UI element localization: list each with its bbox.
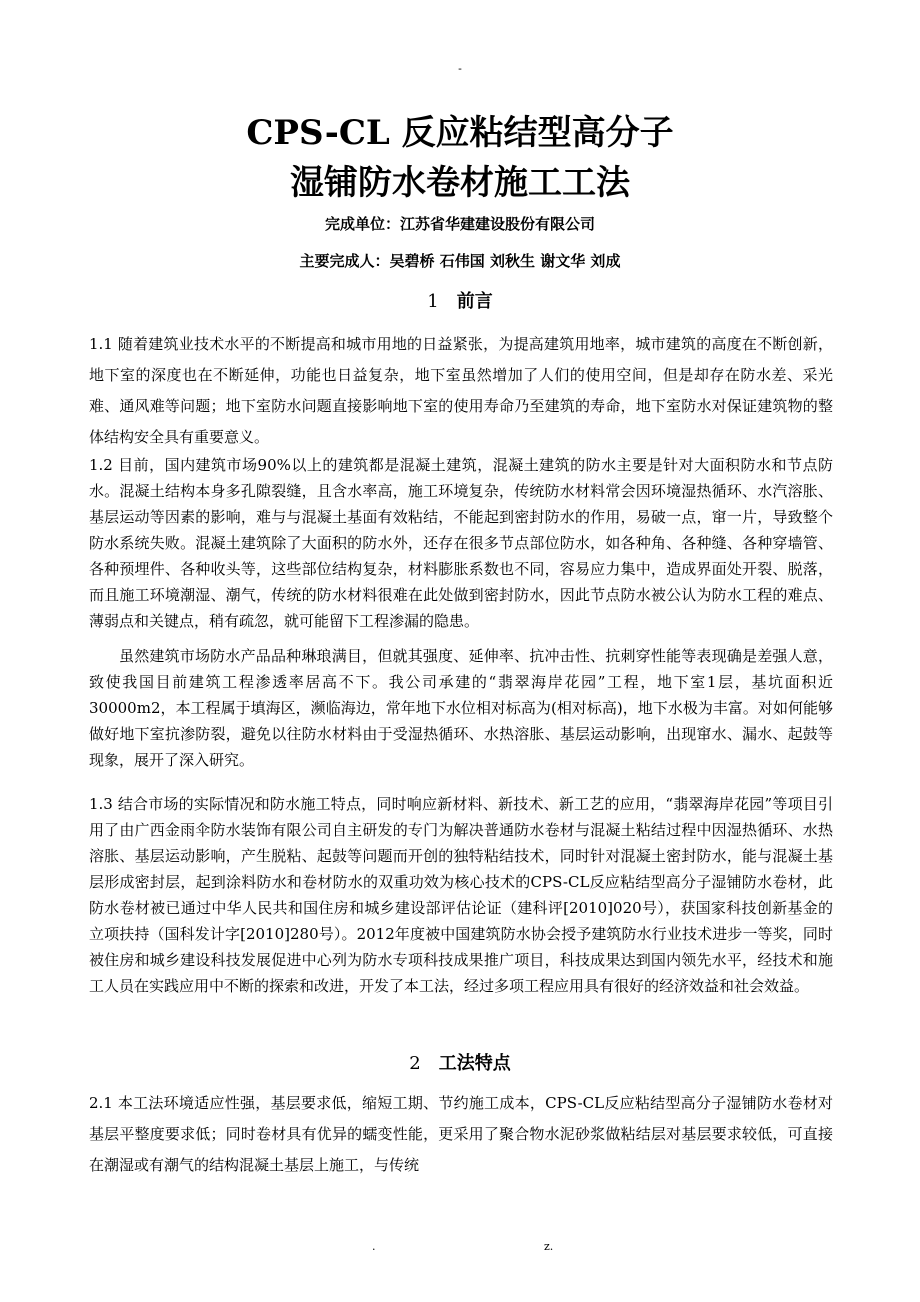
title-line-2: 湿铺防水卷材施工工法 (290, 163, 630, 203)
title-line-1: CPS-CL 反应粘结型高分子 (246, 113, 674, 153)
section-heading-2 (0, 1052, 920, 1076)
completion-unit: 完成单位：江苏省华建建设股份有限公司 (324, 215, 595, 233)
section-number: 1 (427, 291, 439, 312)
footer-left-mark: . (372, 1240, 376, 1253)
section-title: 前言 (456, 291, 493, 312)
paragraph-1-3: 1.3 结合市场的实际情况和防水施工特点，同时响应新材料、新技术、新工艺的应用，“翡翠海岸花园”等项目引用了由广西金雨伞防水装饰有限公司自主研发的专门为解决普通防水卷材与混凝土粘结过程中因湿热循环、水热溶胀、基层运动影响，产生脱粘、起鼓等问题而开创的独特粘结技术，同时针对混凝土密封防水，能与混凝土基层形成密封层，起到涂料防水和卷材防水的双重功效为核心技术的CPS-CL反应粘结型高分子湿铺防水卷材，此防水卷材被已通过中华人民共和国住房和城乡建设部评估论证（建科评[2010]020号），获国家科技创新基金的立项扶持（国科发计字[2010]280号）。2012年度被中国建筑防水协会授予建筑防水行业技术进步一等奖，同时被住房和城乡建设科技发展促进中心列为防水专项科技成果推广项目，科技成果达到国内领先水平，经技术和施工人员在实践应用中不断的探索和改进，开发了本工法，经过多项工程应用具有很好的经济效益和社会效益。 (89, 795, 833, 995)
header-mark: - (458, 62, 462, 75)
section-title: 工法特点 (438, 1053, 511, 1074)
paragraph-1-2-continued: 虽然建筑市场防水产品品种琳琅满目，但就其强度、延伸率、抗冲击性、抗刺穿性能等表现确是差强人意，致使我国目前建筑工程渗透率居高不下。我公司承建的“翡翠海岸花园”工程，地下室1层，基坑面积近30000m2，本工程属于填海区，濒临海边，常年地下水位相对标高为(相对标高)，地下水极为丰富。对如何能够做好地下室抗渗防裂，避免以往防水材料由于受湿热循环、水热溶胀、基层运动影响，出现窜水、漏水、起鼓等现象，展开了深入研究。 (89, 647, 833, 769)
section-number: 2 (409, 1053, 421, 1074)
paragraph-1-1: 1.1 随着建筑业技术水平的不断提高和城市用地的日益紧张，为提高建筑用地率，城市建筑的高度在不断创新，地下室的深度也在不断延伸，功能也日益复杂，地下室虽然增加了人们的使用空间，但是却存在防水差、采光难、通风难等问题；地下室防水问题直接影响地下室的使用寿命乃至建筑的寿命，地下室防水对保证建筑物的整体结构安全具有重要意义。 (89, 335, 833, 446)
section-heading-1 (0, 290, 920, 314)
footer-right-mark: z. (544, 1240, 554, 1253)
paragraph-1-2: 1.2 目前，国内建筑市场90%以上的建筑都是混凝土建筑，混凝土建筑的防水主要是针对大面积防水和节点防水。混凝土结构本身多孔隙裂缝，且含水率高，施工环境复杂，传统防水材料常会因环境湿热循环、水汽溶胀、基层运动等因素的影响，难与与混凝土基面有效粘结，不能起到密封防水的作用，易破一点，窜一片，导致整个防水系统失败。混凝土建筑除了大面积的防水外，还存在很多节点部位防水，如各种角、各种缝、各种穿墙管、各种预埋件、各种收头等，这些部位结构复杂，材料膨胀系数也不同，容易应力集中，造成界面处开裂、脱落，而且施工环境潮湿、潮气，传统的防水材料很难在此处做到密封防水，因此节点防水被公认为防水工程的难点、薄弱点和关键点，稍有疏忽，就可能留下工程渗漏的隐患。 (89, 456, 833, 630)
main-authors: 主要完成人：吴碧桥 石伟国 刘秋生 谢文华 刘成 (299, 252, 621, 270)
paragraph-2-1: 2.1 本工法环境适应性强，基层要求低，缩短工期、节约施工成本，CPS-CL反应粘结型高分子湿铺防水卷材对基层平整度要求低；同时卷材具有优异的蠕变性能，更采用了聚合物水泥砂浆做粘结层对基层要求较低，可直接在潮湿或有潮气的结构混凝土基层上施工，与传统 (89, 1094, 833, 1174)
